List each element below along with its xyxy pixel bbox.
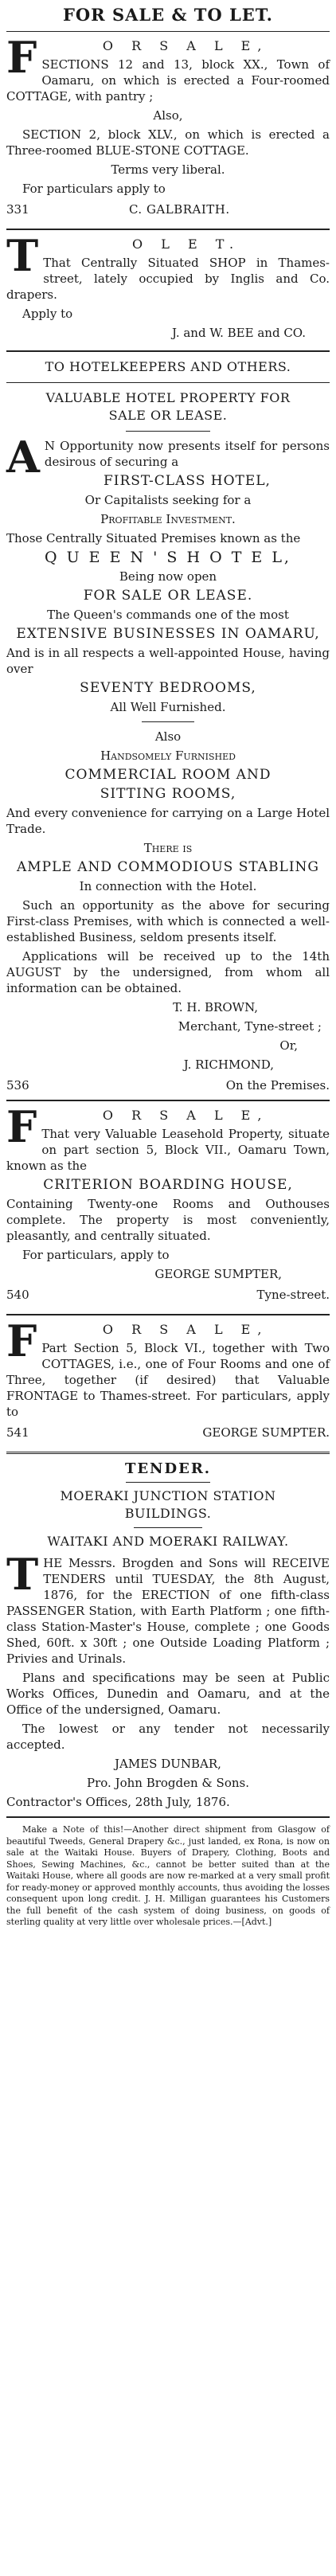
ad-agent: GEORGE SUMPTER.: [202, 1425, 330, 1440]
divider: [126, 1482, 210, 1483]
ad-line: The Queen's commands one of the most: [47, 608, 289, 622]
ad-apply: Apply to: [22, 307, 73, 321]
ad-line: Also: [154, 729, 182, 744]
dropcap-letter: F: [6, 1101, 37, 1152]
ad-number: 541: [6, 1425, 29, 1440]
ad-for-sale-criterion: [6, 1101, 330, 1308]
banner-for-sale-to-let: FOR SALE & TO LET.: [62, 5, 273, 25]
ad-number: 536: [6, 1078, 29, 1093]
ad-railway-title: WAITAKI AND MOERAKI RAILWAY.: [47, 1534, 289, 1549]
ad-signer: T. H. BROWN,: [173, 1000, 258, 1014]
ad-emphasis: COMMERCIAL ROOM AND: [64, 767, 272, 783]
ad-terms: Terms very liberal.: [111, 162, 225, 177]
ad-emphasis: FOR SALE OR LEASE.: [83, 588, 253, 604]
ad-signer-role: On the Premises.: [225, 1078, 330, 1093]
dropcap-letter: T: [6, 1549, 39, 1600]
divider: [6, 1452, 330, 1454]
ad-paragraph: And every convenience for carrying on a Large Hotel Trade.: [6, 806, 330, 836]
divider: [6, 31, 330, 32]
dropcap-letter: F: [6, 32, 37, 83]
ad-line: Or Capitalists seeking for a: [84, 493, 252, 507]
ad-agent: C. GALBRAITH.: [128, 202, 230, 217]
divider: [134, 1527, 202, 1528]
divider: [6, 350, 330, 352]
ad-signer: J. RICHMOND,: [183, 1057, 274, 1072]
ad-to-let: [6, 230, 330, 344]
ad-station-title: MOERAKI JUNCTION STATION BUILDINGS.: [60, 1488, 276, 1521]
ad-paragraph: That Centrally Situated SHOP in Thames-street, lately occupied by Inglis and Co. drapers.: [6, 256, 330, 302]
ad-signature-row: [6, 1425, 330, 1440]
ad-signature-row: [6, 1287, 330, 1303]
ad-paragraph: Containing Twenty-one Rooms and Outhouses complete. The property is most conveniently, pleasantly, and centrally situated.: [6, 1197, 330, 1243]
divider: [6, 382, 330, 383]
ad-for-sale-galbraith: [6, 32, 330, 222]
ad-line: In connection with the Hotel.: [79, 879, 257, 893]
ad-emphasis: SEVENTY BEDROOMS,: [80, 680, 256, 696]
ad-emphasis: FIRST-CLASS HOTEL,: [103, 473, 271, 489]
ad-paragraph: Those Centrally Situated Premises known as the: [6, 531, 301, 545]
ad-heading: O R S A L E,: [102, 1322, 269, 1337]
ad-emphasis: EXTENSIVE BUSINESSES IN OAMARU,: [16, 626, 320, 642]
ad-paragraph: The lowest or any tender not necessarily accepted.: [6, 1722, 330, 1752]
divider: [6, 229, 330, 230]
ad-paragraph: Part Section 5, Block VI., together with Two COTTAGES, i.e., one of Four Rooms and one of Three, together (if desired) that Valuable FRONTAGE to Thames-street. For particulars, apply to: [6, 1341, 330, 1419]
ad-line: Profitable Investment.: [100, 512, 236, 526]
ad-signature-row: [6, 1077, 330, 1093]
notice-paragraph: Make a Note of this!—Another direct shipment from Glasgow of beautiful Tweeds, General Drapery &c., just landed, ex Rona, is now on sale at the Waitaki House. Buyers of Drapery, Clothing, Boots and Shoes, Sewing Machines, &c., cannot be better suited than at the Waitaki House, where all goods are now re-marked at a very small profit for ready-money or approved monthly accounts, thus avoiding the losses consequent upon long credit. J. H. Milligan guarantees his Customers the full benefit of the cash system of doing business, on goods of sterling quality at very little over wholesale prices.—[Advt.]: [6, 1824, 330, 1927]
ad-number: 331: [6, 202, 29, 217]
ad-line: There is: [143, 841, 193, 855]
ad-signer-role: Merchant, Tyne-street ;: [178, 1019, 322, 1034]
divider: [126, 431, 210, 432]
ad-apply: For particulars, apply to: [22, 1248, 170, 1262]
dropcap-letter: F: [6, 1315, 37, 1366]
divider: [6, 1314, 330, 1315]
ad-section-header: TO HOTELKEEPERS AND OTHERS.: [45, 359, 291, 374]
dropcap-letter: A: [6, 432, 40, 483]
ad-line: Being now open: [119, 569, 217, 584]
ad-tender: [6, 1460, 330, 1810]
ad-line: Handsomely Furnished: [100, 749, 236, 763]
ad-for-sale-cottages: [6, 1315, 330, 1445]
ad-tender-title: TENDER.: [124, 1460, 212, 1477]
ad-emphasis: SITTING ROOMS,: [100, 786, 236, 802]
ad-paragraph: And is in all respects a well-appointed House, having over: [6, 646, 330, 676]
ad-paragraph: Plans and specifications may be seen at Public Works Offices, Dunedin and Oamaru, and at the Office of the undersigned, Oamaru.: [6, 1671, 330, 1717]
ad-paragraph: N Opportunity now presents itself for persons desirous of securing a: [44, 439, 330, 469]
ad-street: Tyne-street.: [256, 1288, 330, 1302]
ad-office: Contractor's Offices, 28th July, 1876.: [6, 1795, 230, 1809]
ad-emphasis: CRITERION BOARDING HOUSE,: [43, 1177, 293, 1193]
ad-apply: For particulars apply to: [22, 182, 166, 196]
ad-heading: O L E T.: [132, 236, 241, 252]
divider: [142, 721, 194, 722]
ad-hotel-property: [6, 358, 330, 1093]
ad-agent: J. and W. BEE and CO.: [171, 326, 306, 340]
ad-signer: JAMES DUNBAR,: [115, 1757, 221, 1771]
ad-paragraph: SECTIONS 12 and 13, block XX., Town of Oamaru, on which is erected a Four-roomed COTTAGE, with pantry ;: [6, 57, 330, 104]
ad-heading: O R S A L E,: [102, 1108, 269, 1123]
divider: [6, 1816, 330, 1818]
divider: [6, 1100, 330, 1101]
dropcap-letter: T: [6, 230, 39, 281]
ad-paragraph: SECTION 2, block XLV., on which is erected a Three-roomed BLUE-STONE COTTAGE.: [6, 127, 330, 158]
ad-signature-row: [6, 201, 330, 217]
ad-emphasis: AMPLE AND COMMODIOUS STABLING: [16, 859, 320, 875]
ad-signer-role: Pro. John Brogden & Sons.: [87, 1776, 249, 1790]
ad-title: VALUABLE HOTEL PROPERTY FOR SALE OR LEASE.: [45, 390, 291, 423]
ad-paragraph: Such an opportunity as the above for securing First-class Premises, with which is connected a well-established Business, seldom presents itself.: [6, 898, 330, 944]
ad-paragraph: HE Messrs. Brogden and Sons will RECEIVE TENDERS until TUESDAY, the 8th August, 1876, for the ERECTION of one fifth-class PASSENGER Station, with Earth Platform ; one fifth-class Station-Master's House, complete ; one Goods Shed, 60ft. x 30ft ; one Outside Loading Platform ; Privies and Urinals.: [6, 1556, 330, 1666]
ad-paragraph: That very Valuable Leasehold Property, situate on part section 5, Block VII., Oamaru Town, known as the: [6, 1127, 330, 1173]
ad-heading: O R S A L E,: [102, 38, 269, 53]
ad-or: Or,: [279, 1038, 298, 1053]
ad-agent: GEORGE SUMPTER,: [154, 1267, 282, 1281]
ad-paragraph: Applications will be received up to the 14th AUGUST by the undersigned, from whom all information can be obtained.: [6, 949, 330, 995]
ad-line: All Well Furnished.: [110, 700, 226, 714]
ad-number: 540: [6, 1288, 29, 1302]
ad-also: Also,: [153, 108, 183, 123]
ad-hotel-name: Q U E E N ' S H O T E L,: [45, 549, 291, 566]
